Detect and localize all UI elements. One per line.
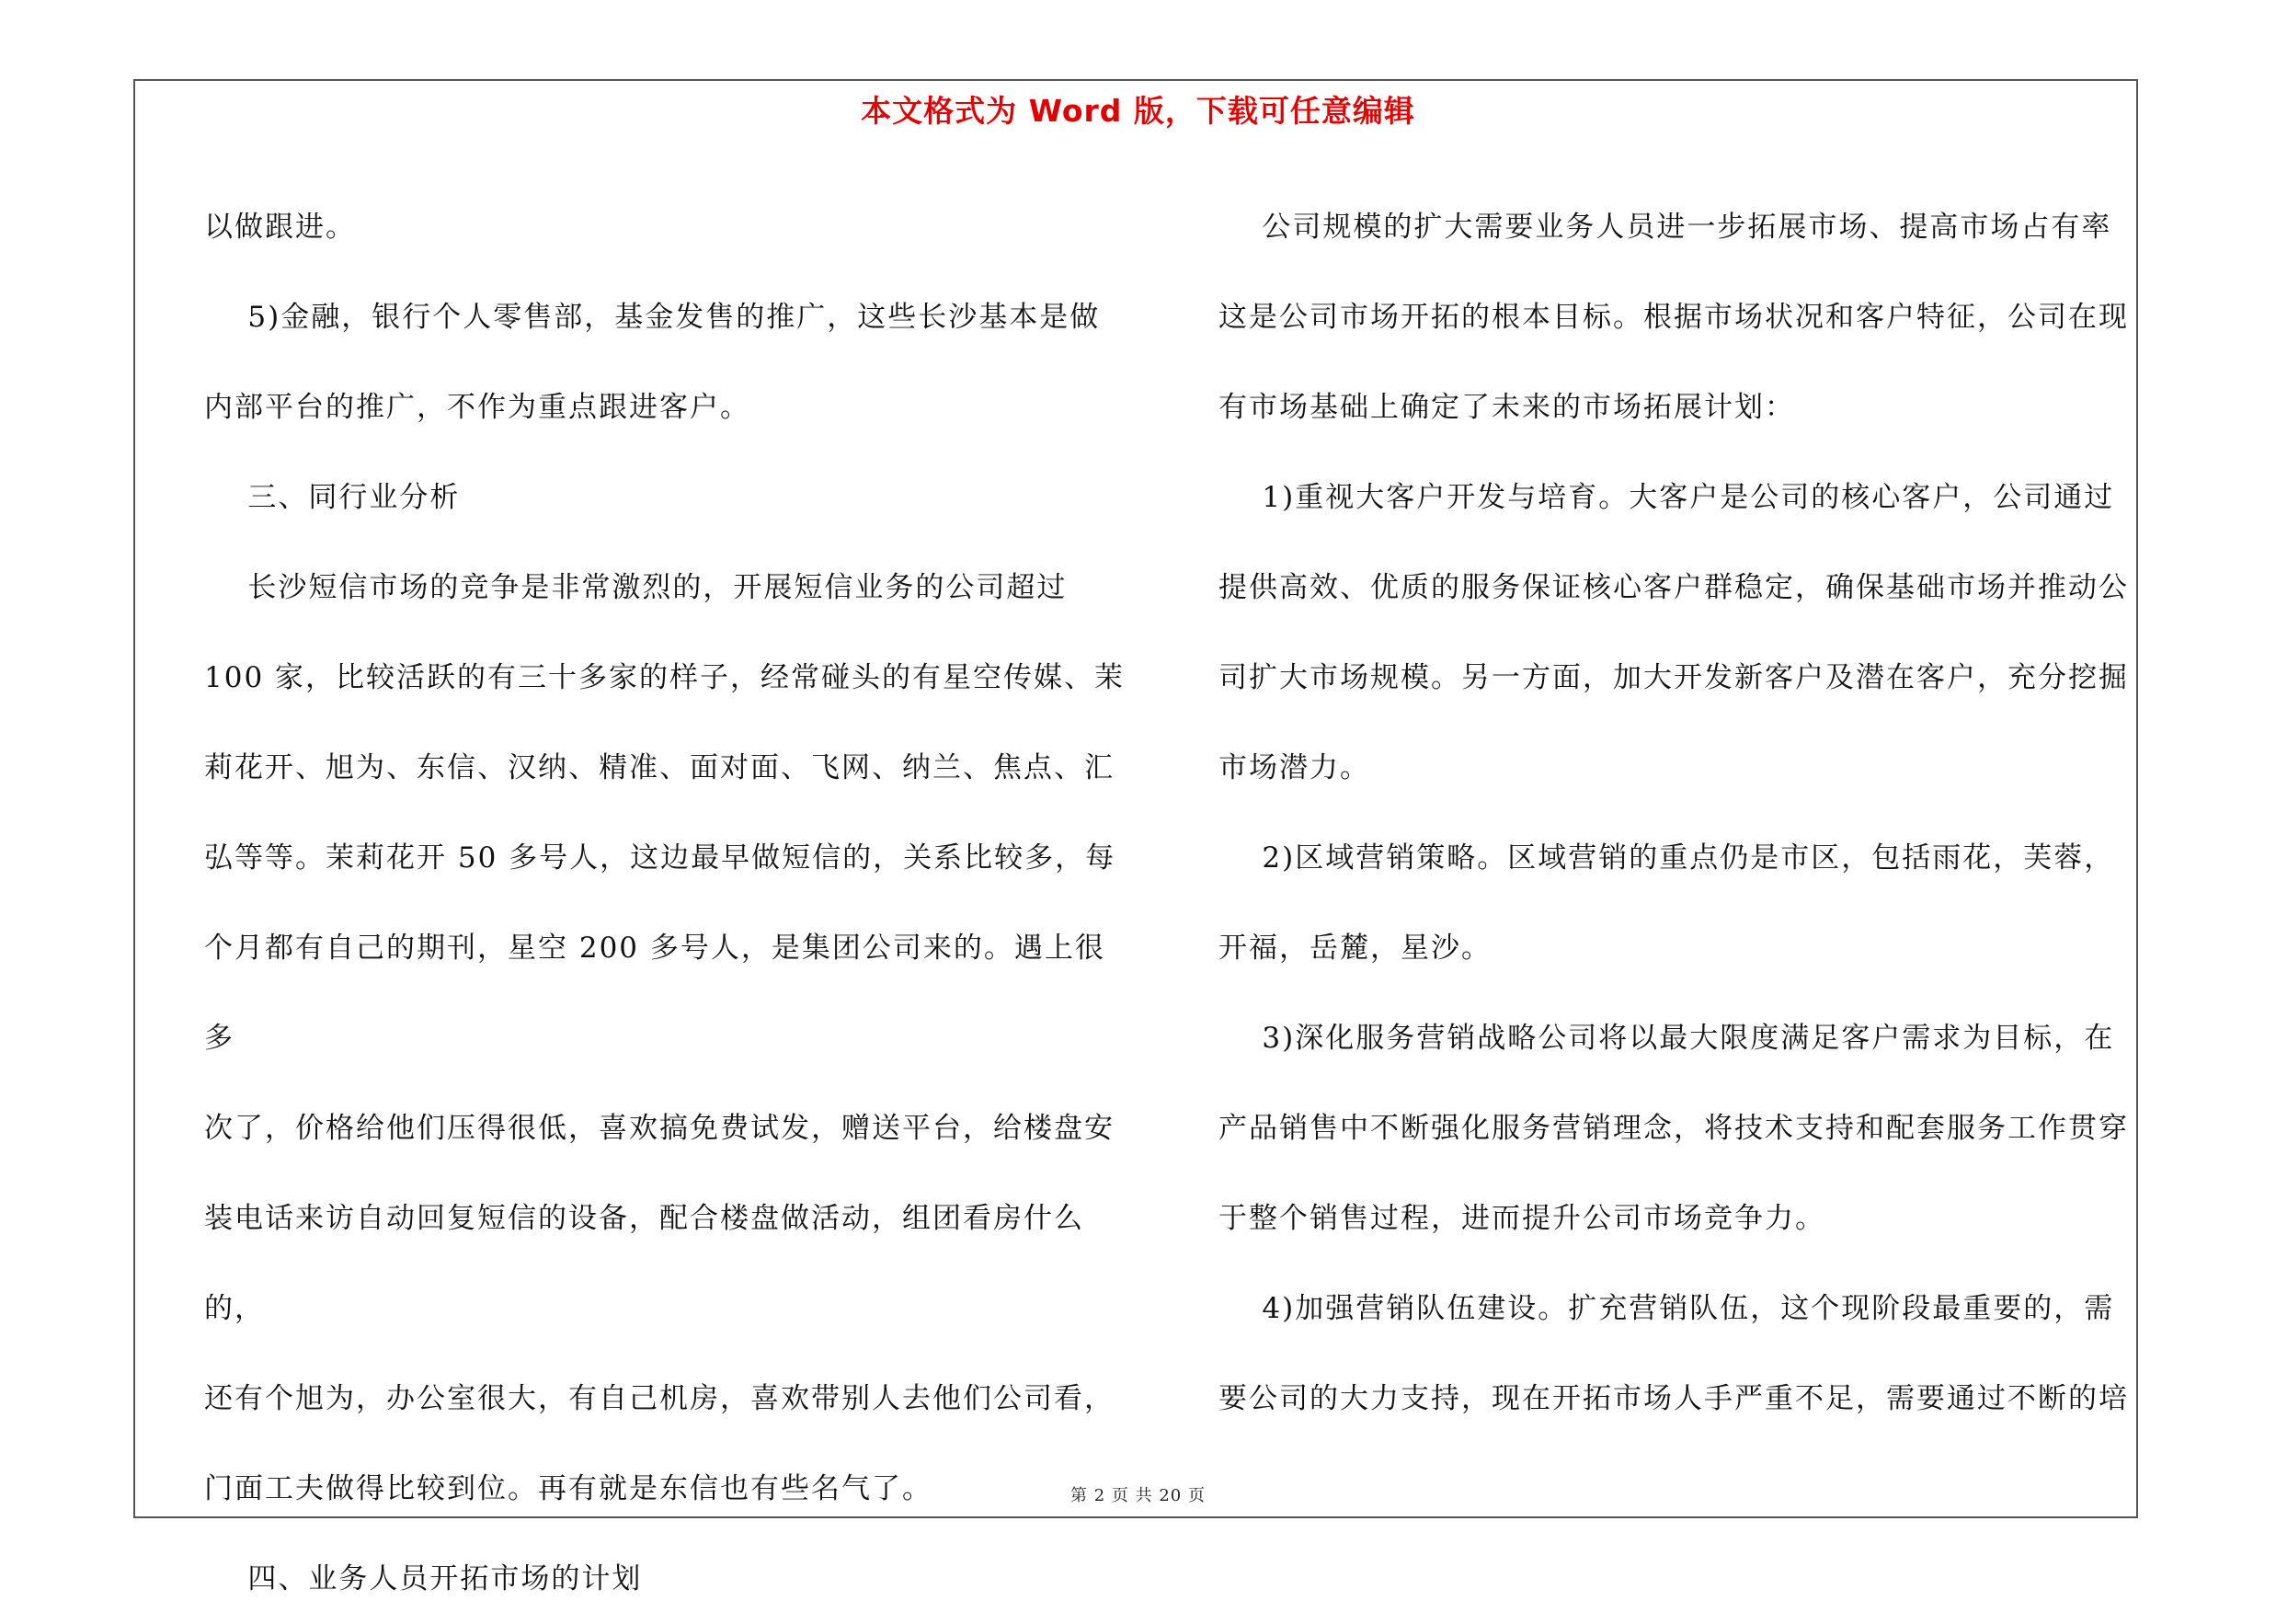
text-line: 产品销售中不断强化服务营销理念，将技术支持和配套服务工作贯穿 bbox=[1218, 1112, 2129, 1145]
text-line: 市场潜力。 bbox=[1218, 751, 1370, 784]
text-line: 莉花开、旭为、东信、汉纳、精准、面对面、飞网、纳兰、焦点、汇 bbox=[204, 751, 1115, 784]
text-line: 公司规模的扩大需要业务人员进一步拓展市场、提高市场占有率 bbox=[1218, 211, 2112, 244]
text-line: 于整个销售过程，进而提升公司市场竞争力。 bbox=[1218, 1202, 1825, 1235]
text-line: 个月都有自己的期刊，星空 200 多号人，是集团公司来的。遇上很多 bbox=[204, 932, 1105, 1055]
text-line: 次了，价格给他们压得很低，喜欢搞免费试发，赠送平台，给楼盘安 bbox=[204, 1112, 1115, 1145]
text-line: 这是公司市场开拓的根本目标。根据市场状况和客户特征，公司在现 bbox=[1218, 301, 2129, 334]
text-line: 4)加强营销队伍建设。扩充营销队伍，这个现阶段最重要的，需 bbox=[1218, 1292, 2115, 1325]
text-line: 有市场基础上确定了未来的市场拓展计划： bbox=[1218, 391, 1795, 424]
text-line: 还有个旭为，办公室很大，有自己机房，喜欢带别人去他们公司看， bbox=[204, 1382, 1115, 1415]
section-heading: 四、业务人员开拓市场的计划 bbox=[204, 1562, 643, 1595]
text-line: 5)金融，银行个人零售部，基金发售的推广，这些长沙基本是做 bbox=[204, 301, 1101, 334]
page-number: 第 2 页 共 20 页 bbox=[1070, 1486, 1206, 1505]
text-line: 提供高效、优质的服务保证核心客户群稳定，确保基础市场并推动公 bbox=[1218, 571, 2129, 604]
text-line: 内部平台的推广，不作为重点跟进客户。 bbox=[204, 391, 750, 424]
text-line: 要公司的大力支持，现在开拓市场人手严重不足，需要通过不断的培 bbox=[1218, 1382, 2129, 1415]
section-heading: 三、同行业分析 bbox=[204, 481, 461, 514]
text-line: 2)区域营销策略。区域营销的重点仍是市区，包括雨花，芙蓉， bbox=[1218, 841, 2115, 875]
text-line: 开福，岳麓，星沙。 bbox=[1218, 932, 1492, 965]
text-line: 装电话来访自动回复短信的设备，配合楼盘做活动，组团看房什么的， bbox=[204, 1202, 1084, 1325]
text-line: 3)深化服务营销战略公司将以最大限度满足客户需求为目标，在 bbox=[1218, 1022, 2115, 1055]
text-line: 以做跟进。 bbox=[204, 211, 356, 244]
text-line: 100 家，比较活跃的有三十多家的样子，经常碰头的有星空传媒、茉 bbox=[204, 661, 1126, 694]
word-format-banner: 本文格式为 Word 版，下载可任意编辑 bbox=[861, 93, 1415, 129]
text-line: 弘等等。茉莉花开 50 多号人，这边最早做短信的，关系比较多，每 bbox=[204, 841, 1116, 875]
right-text-column bbox=[1218, 182, 2138, 1444]
text-line: 司扩大市场规模。另一方面，加大开发新客户及潜在客户，充分挖掘 bbox=[1218, 661, 2129, 694]
text-line: 1)重视大客户开发与培育。大客户是公司的核心客户，公司通过 bbox=[1218, 481, 2115, 514]
text-line: 长沙短信市场的竞争是非常激烈的，开展短信业务的公司超过 bbox=[204, 571, 1068, 604]
text-line: 门面工夫做得比较到位。再有就是东信也有些名气了。 bbox=[204, 1472, 932, 1505]
left-text-column bbox=[204, 182, 1133, 1624]
